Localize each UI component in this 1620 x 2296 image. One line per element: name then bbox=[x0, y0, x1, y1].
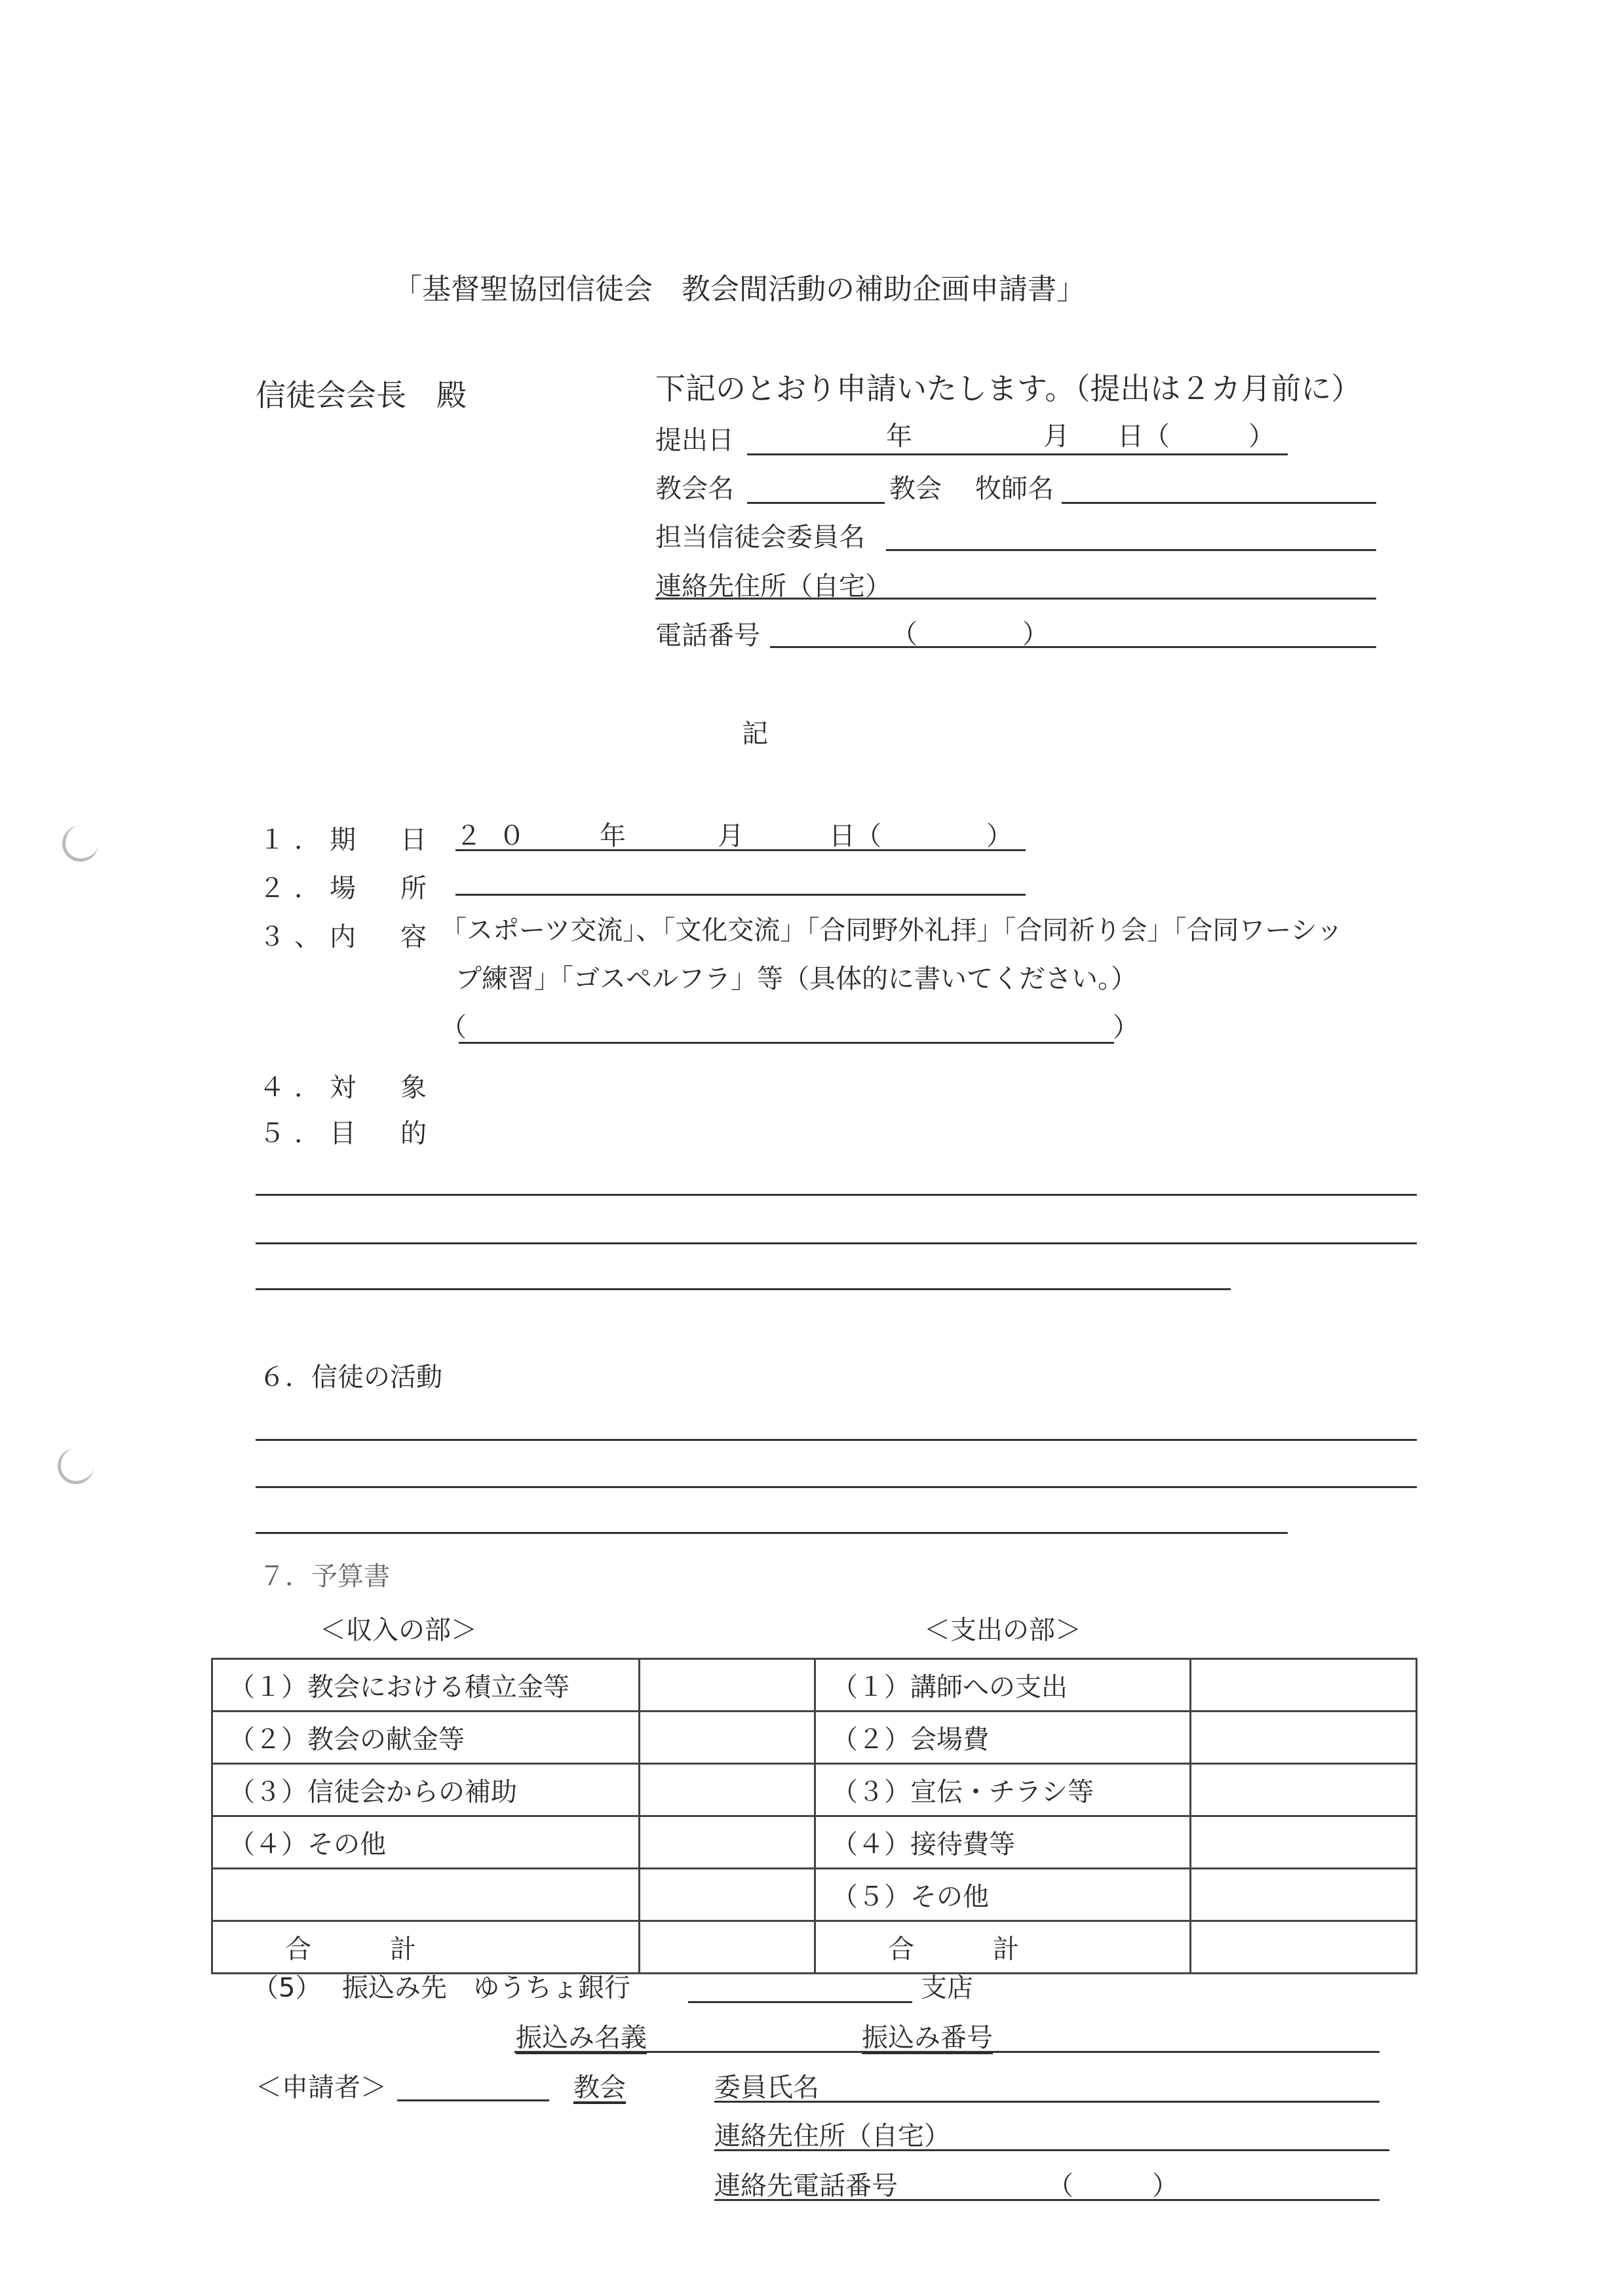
expense-total-label: 合 計 bbox=[815, 1921, 1191, 1974]
transfer-branch-line[interactable] bbox=[688, 2001, 912, 2003]
activity-line[interactable] bbox=[256, 1532, 1288, 1534]
income-item-label[interactable] bbox=[212, 1869, 640, 1921]
expense-amount-cell[interactable] bbox=[1191, 1764, 1417, 1816]
pastor-name-line[interactable] bbox=[1062, 502, 1376, 504]
punch-hole-mark bbox=[58, 1448, 94, 1484]
table-row bbox=[212, 1921, 1417, 1974]
transfer-info-line[interactable] bbox=[514, 2051, 1379, 2053]
income-amount-cell[interactable] bbox=[640, 1816, 815, 1869]
item-content-examples-1: 「スポーツ交流」、「文化交流」「合同野外礼拝」「合同祈り会」「合同ワーシッ bbox=[440, 915, 1343, 946]
applicant-church-suffix: 教会 bbox=[573, 2073, 626, 2103]
item-date-year: 年 bbox=[600, 821, 626, 851]
item-content-paren-open: （ bbox=[440, 1012, 467, 1043]
item-place-line[interactable] bbox=[455, 894, 1026, 896]
punch-hole-mark bbox=[62, 826, 98, 862]
item-content-examples-2: プ練習」「ゴスペルフラ」等（具体的に書いてください。） bbox=[455, 964, 1137, 994]
budget-table bbox=[211, 1658, 1418, 1974]
church-name-label: 教会名 bbox=[655, 474, 734, 504]
income-header: ＜収入の部＞ bbox=[320, 1615, 477, 1645]
applicant-label: ＜申請者＞ bbox=[256, 2073, 387, 2103]
table-row bbox=[212, 1869, 1417, 1921]
submit-date-label: 提出日 bbox=[655, 425, 734, 455]
income-amount-cell[interactable] bbox=[640, 1659, 815, 1712]
income-item-label: （１）教会における積立金等 bbox=[212, 1659, 640, 1712]
expense-item-label: （１）講師への支出 bbox=[815, 1659, 1191, 1712]
expense-item-label: （３）宣伝・チラシ等 bbox=[815, 1764, 1191, 1816]
transfer-bank-label: 振込み先 ゆうちょ銀行 bbox=[342, 1973, 630, 2003]
church-name-line[interactable] bbox=[747, 502, 885, 504]
item-target-label: ４．対 象 bbox=[259, 1073, 436, 1103]
item-content-line[interactable] bbox=[459, 1042, 1114, 1044]
applicant-address-label: 連絡先住所（自宅） bbox=[714, 2121, 950, 2151]
income-amount-cell[interactable] bbox=[640, 1764, 815, 1816]
income-amount-cell[interactable] bbox=[640, 1712, 815, 1764]
income-total-cell[interactable] bbox=[640, 1921, 815, 1974]
item-content-paren-close: ） bbox=[1113, 1012, 1139, 1043]
phone-line[interactable] bbox=[770, 646, 1376, 648]
item-activity-label: ６．信徒の活動 bbox=[259, 1362, 442, 1392]
transfer-number-label: 振込み番号 bbox=[862, 2023, 993, 2053]
expense-amount-cell[interactable] bbox=[1191, 1816, 1417, 1869]
submit-date-line[interactable] bbox=[747, 453, 1288, 455]
expense-amount-cell[interactable] bbox=[1191, 1659, 1417, 1712]
income-item-label: （３）信徒会からの補助 bbox=[212, 1764, 640, 1816]
activity-line[interactable] bbox=[256, 1486, 1417, 1488]
contact-address-line[interactable] bbox=[655, 598, 1376, 600]
church-suffix: 教会 bbox=[889, 474, 942, 504]
item-date-month: 月 bbox=[718, 821, 744, 851]
expense-header: ＜支出の部＞ bbox=[924, 1615, 1081, 1645]
activity-line[interactable] bbox=[256, 1439, 1417, 1441]
income-item-label: （４）その他 bbox=[212, 1816, 640, 1869]
table-row bbox=[212, 1659, 1417, 1712]
phone-paren: （ ） bbox=[891, 619, 1049, 649]
purpose-line[interactable] bbox=[256, 1242, 1417, 1244]
applicant-phone-label: 連絡先電話番号 bbox=[714, 2171, 898, 2201]
table-row bbox=[212, 1712, 1417, 1764]
income-total-label: 合 計 bbox=[212, 1921, 640, 1974]
item-date-day: 日（ ） bbox=[829, 821, 1013, 851]
item-date-line[interactable] bbox=[455, 849, 1026, 851]
expense-amount-cell[interactable] bbox=[1191, 1869, 1417, 1921]
applicant-church-line[interactable] bbox=[397, 2099, 549, 2101]
submit-month-label: 月 bbox=[1043, 421, 1070, 451]
committee-member-label: 担当信徒会委員名 bbox=[655, 522, 865, 552]
applicant-phone-paren: （ ） bbox=[1047, 2171, 1178, 2201]
form-title: 「基督聖協団信徒会 教会間活動の補助企画申請書」 bbox=[393, 273, 1085, 306]
applicant-address-line[interactable] bbox=[714, 2149, 1389, 2151]
item-date-prefix: ２０ bbox=[455, 821, 542, 851]
expense-total-cell[interactable] bbox=[1191, 1921, 1417, 1974]
purpose-line[interactable] bbox=[256, 1288, 1231, 1290]
transfer-branch-label: 支店 bbox=[921, 1973, 973, 2003]
transfer-name-label: 振込み名義 bbox=[516, 2023, 647, 2053]
expense-item-label: （５）その他 bbox=[815, 1869, 1191, 1921]
table-row bbox=[212, 1816, 1417, 1869]
income-item-label: （２）教会の献金等 bbox=[212, 1712, 640, 1764]
pastor-name-label: 牧師名 bbox=[975, 474, 1054, 504]
phone-label: 電話番号 bbox=[655, 621, 760, 651]
income-amount-cell[interactable] bbox=[640, 1869, 815, 1921]
applicant-member-name-line[interactable] bbox=[714, 2101, 1379, 2103]
item-purpose-label: ５．目 的 bbox=[259, 1119, 436, 1149]
contact-address-label: 連絡先住所（自宅） bbox=[655, 571, 891, 602]
expense-amount-cell[interactable] bbox=[1191, 1712, 1417, 1764]
applicant-phone-line[interactable] bbox=[714, 2199, 1379, 2201]
item-date-label: １．期 日 bbox=[259, 825, 436, 855]
table-row bbox=[212, 1764, 1417, 1816]
purpose-line[interactable] bbox=[256, 1194, 1417, 1196]
submit-day-label: 日（ ） bbox=[1117, 421, 1275, 451]
intro-text: 下記のとおり申請いたします。（提出は２カ月前に） bbox=[655, 371, 1362, 406]
addressee: 信徒会会長 殿 bbox=[256, 377, 467, 413]
expense-item-label: （２）会場費 bbox=[815, 1712, 1191, 1764]
submit-year-label: 年 bbox=[886, 421, 912, 451]
item-budget-label: ７．予算書 bbox=[259, 1561, 390, 1592]
item-place-label: ２．場 所 bbox=[259, 873, 436, 904]
applicant-member-name-label: 委員氏名 bbox=[714, 2073, 819, 2103]
committee-member-line[interactable] bbox=[886, 549, 1376, 551]
expense-item-label: （４）接待費等 bbox=[815, 1816, 1191, 1869]
ki-heading: 記 bbox=[742, 719, 768, 749]
item-content-label: ３、内 容 bbox=[259, 922, 436, 952]
transfer-number: （5） bbox=[252, 1973, 322, 2003]
